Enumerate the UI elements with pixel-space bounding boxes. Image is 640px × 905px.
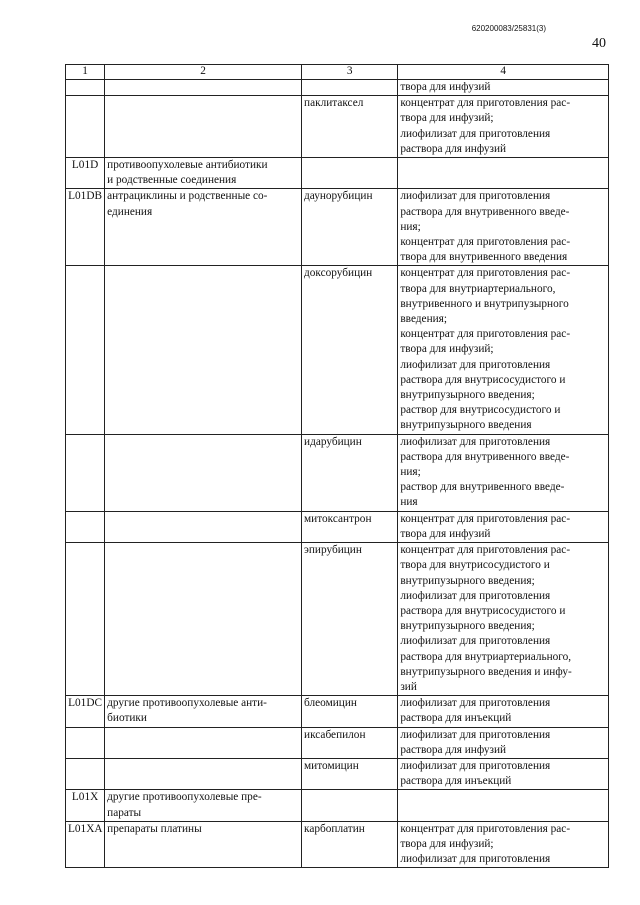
- group-name-line: другие противоопухолевые пре-: [107, 791, 262, 804]
- dosage-form-line: введения;: [400, 313, 447, 326]
- group-name-cell: [105, 266, 302, 434]
- atc-code-cell: [66, 96, 105, 158]
- group-name-line: другие противоопухолевые анти-: [107, 697, 267, 710]
- atc-code-cell: [66, 727, 105, 758]
- group-name-line: биотики: [107, 712, 147, 725]
- dosage-form-line: твора для инфузий: [400, 81, 491, 93]
- dosage-form-line: раствор для внутривенного введе-: [400, 481, 565, 494]
- dosage-form-cell: [398, 821, 609, 868]
- dosage-form-line: ния;: [400, 220, 421, 233]
- dosage-form-line: твора для инфузий: [400, 527, 491, 540]
- drug-name-cell: [302, 80, 398, 96]
- dosage-form-cell: [398, 266, 609, 434]
- group-name-cell: [105, 821, 302, 868]
- drug-name-cell: [302, 158, 398, 189]
- dosage-form-line: лиофилизат для приготовления: [400, 853, 551, 866]
- dosage-form-line: раствора для инъекций: [400, 712, 512, 725]
- group-name-line: и родственные соединения: [107, 174, 237, 187]
- dosage-form-line: внутрипузырного введения;: [400, 574, 535, 587]
- dosage-form-line: внутрипузырного введения;: [400, 389, 535, 402]
- dosage-form-line: лиофилизат для приготовления: [400, 190, 551, 203]
- page-number: 40: [592, 36, 606, 51]
- group-name-line: единения: [107, 205, 153, 218]
- drug-name-cell: [302, 790, 398, 821]
- dosage-form-line: твора для инфузий;: [400, 343, 494, 356]
- drug-name-cell: идарубицин: [302, 434, 398, 511]
- dosage-form-line: раствора для внутривенного введе-: [400, 450, 570, 463]
- group-name-cell: [105, 189, 302, 266]
- atc-code-cell: L01DC: [66, 696, 105, 727]
- drug-name-cell: паклитаксел: [302, 96, 398, 158]
- dosage-form-cell: [398, 727, 609, 758]
- dosage-form-line: раствора для внутрисосудистого и: [400, 373, 566, 386]
- drug-name-cell: митоксантрон: [302, 511, 398, 542]
- dosage-form-line: концентрат для приготовления рас-: [400, 512, 571, 525]
- table-row: [66, 790, 609, 821]
- table-row: [66, 511, 609, 542]
- dosage-form-cell: [398, 80, 609, 96]
- dosage-form-line: внутрипузырного введения: [400, 419, 532, 432]
- atc-code-cell: [66, 511, 105, 542]
- table-row: [66, 434, 609, 511]
- dosage-form-line: раствора для инфузий: [400, 142, 507, 155]
- dosage-form-line: раствора для внутривенного введе-: [400, 205, 570, 218]
- dosage-form-line: внутривенного и внутрипузырного: [400, 297, 569, 310]
- dosage-form-line: раствор для внутрисосудистого и: [400, 404, 561, 417]
- drug-table: [65, 64, 609, 868]
- dosage-form-line: раствора для внутрисосудистого и: [400, 604, 566, 617]
- dosage-form-line: раствора для инфузий: [400, 743, 507, 756]
- dosage-form-line: твора для внутривенного введения: [400, 251, 568, 264]
- table-header-row: [66, 65, 609, 80]
- table-row: [66, 727, 609, 758]
- group-name-cell: [105, 727, 302, 758]
- dosage-form-line: твора для инфузий;: [400, 112, 494, 125]
- atc-code-cell: [66, 80, 105, 96]
- dosage-form-cell: [398, 511, 609, 542]
- table-row: [66, 543, 609, 696]
- dosage-form-line: внутрипузырного введения;: [400, 620, 535, 633]
- group-name-cell: [105, 96, 302, 158]
- dosage-form-line: раствора для внутриартериального,: [400, 650, 572, 663]
- dosage-form-line: ния;: [400, 466, 421, 479]
- group-name-cell: [105, 696, 302, 727]
- group-name-line: противоопухолевые антибиотики: [107, 159, 268, 172]
- table-row: [66, 189, 609, 266]
- atc-code-cell: L01D: [66, 158, 105, 189]
- drug-name-cell: карбоплатин: [302, 821, 398, 868]
- atc-code-cell: L01XA: [66, 821, 105, 868]
- table-row: [66, 158, 609, 189]
- atc-code-cell: [66, 266, 105, 434]
- document-code: 620200083/25831(3): [471, 24, 546, 33]
- dosage-form-line: лиофилизат для приготовления: [400, 435, 551, 448]
- dosage-form-cell: [398, 96, 609, 158]
- group-name-cell: [105, 434, 302, 511]
- drug-name-cell: митомицин: [302, 758, 398, 789]
- dosage-form-line: концентрат для приготовления рас-: [400, 328, 571, 341]
- group-name-line: антрациклины и родственные со-: [107, 190, 268, 203]
- dosage-form-line: твора для инфузий;: [400, 837, 494, 850]
- group-name-cell: [105, 511, 302, 542]
- dosage-form-cell: [398, 758, 609, 789]
- atc-code-cell: L01X: [66, 790, 105, 821]
- group-name-cell: [105, 758, 302, 789]
- table-row: [66, 266, 609, 434]
- drug-name-cell: даунорубицин: [302, 189, 398, 266]
- group-name-cell: [105, 80, 302, 96]
- column-header: 2: [105, 65, 302, 80]
- group-name-cell: [105, 158, 302, 189]
- dosage-form-line: лиофилизат для приготовления: [400, 728, 551, 741]
- group-name-cell: [105, 543, 302, 696]
- group-name-line: препараты платины: [107, 822, 202, 835]
- drug-name-cell: доксорубицин: [302, 266, 398, 434]
- table-row: [66, 696, 609, 727]
- column-header: 4: [398, 65, 609, 80]
- dosage-form-line: твора для внутрисосудистого и: [400, 559, 550, 572]
- dosage-form-line: концентрат для приготовления рас-: [400, 544, 571, 557]
- dosage-form-line: внутрипузырного введения и инфу-: [400, 665, 572, 678]
- dosage-form-cell: [398, 434, 609, 511]
- dosage-form-line: лиофилизат для приготовления: [400, 589, 551, 602]
- dosage-form-line: ния: [400, 496, 418, 509]
- dosage-form-line: концентрат для приготовления рас-: [400, 97, 571, 110]
- dosage-form-cell: [398, 189, 609, 266]
- dosage-form-cell: [398, 696, 609, 727]
- dosage-form-cell: [398, 158, 609, 189]
- table-row: [66, 758, 609, 789]
- atc-code-cell: [66, 543, 105, 696]
- dosage-form-line: концентрат для приготовления рас-: [400, 236, 571, 249]
- dosage-form-line: лиофилизат для приготовления: [400, 759, 551, 772]
- group-name-cell: [105, 790, 302, 821]
- atc-code-cell: [66, 758, 105, 789]
- dosage-form-cell: [398, 543, 609, 696]
- drug-name-cell: иксабепилон: [302, 727, 398, 758]
- dosage-form-line: раствора для инъекций: [400, 775, 512, 788]
- dosage-form-line: концентрат для приготовления рас-: [400, 267, 571, 280]
- atc-code-cell: [66, 434, 105, 511]
- drug-name-cell: блеомицин: [302, 696, 398, 727]
- dosage-form-line: лиофилизат для приготовления: [400, 635, 551, 648]
- dosage-form-cell: [398, 790, 609, 821]
- drug-name-cell: эпирубицин: [302, 543, 398, 696]
- dosage-form-line: концентрат для приготовления рас-: [400, 822, 571, 835]
- dosage-form-line: лиофилизат для приготовления: [400, 127, 551, 140]
- table-row: [66, 96, 609, 158]
- group-name-line: параты: [107, 806, 142, 819]
- dosage-form-line: твора для внутриартериального,: [400, 282, 556, 295]
- column-header: 3: [302, 65, 398, 80]
- dosage-form-line: лиофилизат для приготовления: [400, 358, 551, 371]
- dosage-form-line: зий: [400, 680, 417, 693]
- atc-code-cell: L01DB: [66, 189, 105, 266]
- dosage-form-line: лиофилизат для приготовления: [400, 697, 551, 710]
- table-row: [66, 821, 609, 868]
- column-header: 1: [66, 65, 105, 80]
- table-row: [66, 80, 609, 96]
